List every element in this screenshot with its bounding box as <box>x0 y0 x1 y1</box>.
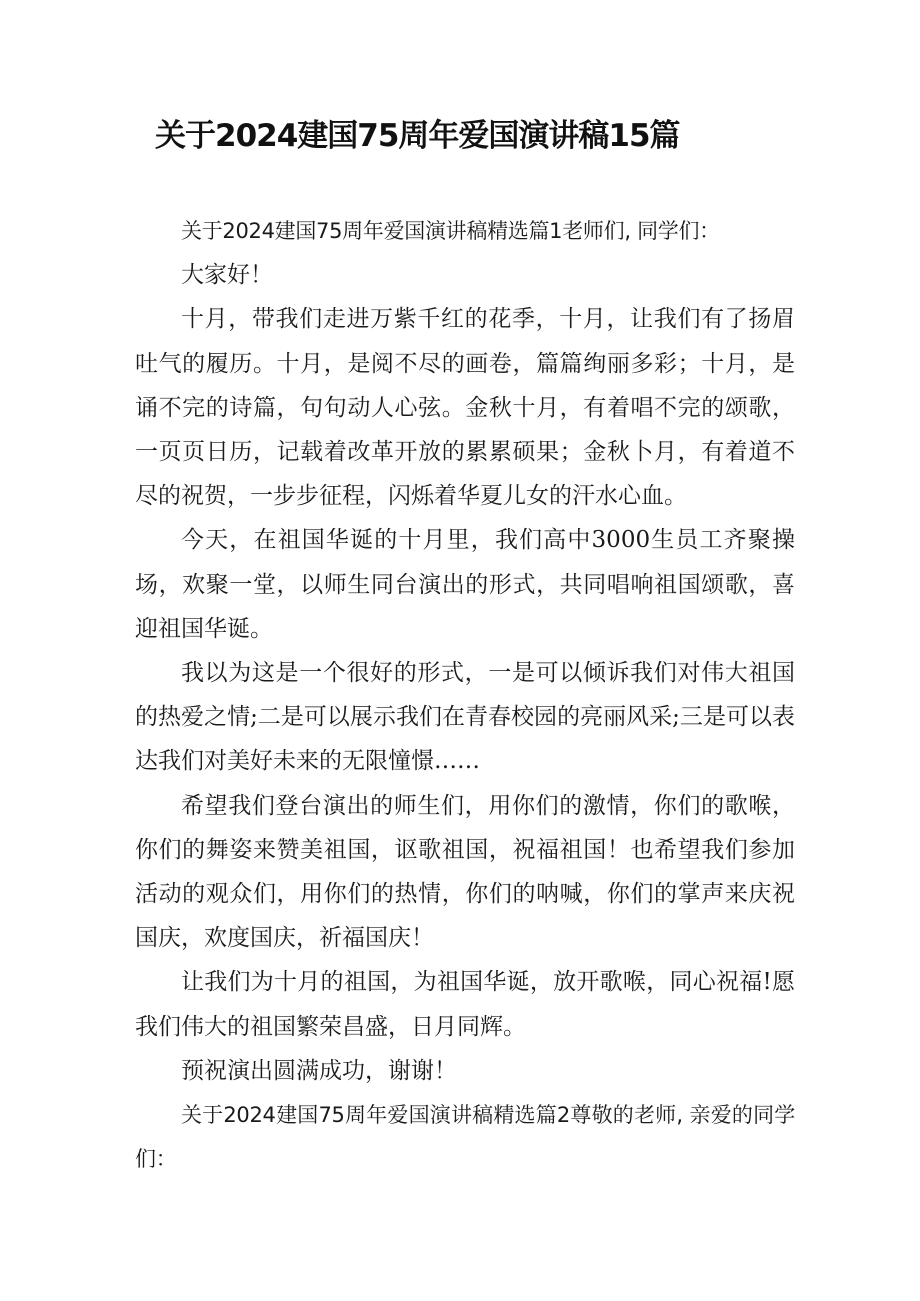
paragraph: 我以为这是一个很好的形式，一是可以倾诉我们对伟大祖国的热爱之情;二是可以展示我们在青春校园的亮丽风采;三是可以表达我们对美好未来的无限憧憬…… <box>135 660 795 775</box>
section-heading-1: 关于2024建国75周年爱国演讲稿精选篇1老师们, 同学们： <box>181 219 720 243</box>
paragraph: 让我们为十月的祖国，为祖国华诞，放开歌喉，同心祝福!愿我们伟大的祖国繁荣昌盛，日月同辉。 <box>135 969 795 1040</box>
paragraph: 今天，在祖国华诞的十月里，我们高中3000生员工齐聚操场，欢聚一堂，以师生同台演出的形式，共同唱响祖国颂歌，喜迎祖国华诞。 <box>135 527 795 642</box>
paragraph: 预祝演出圆满成功，谢谢！ <box>181 1057 457 1084</box>
paragraph: 大家好！ <box>181 262 273 289</box>
paragraph: 希望我们登台演出的师生们，用你们的激情，你们的歌喉，你们的舞姿来赞美祖国，讴歌祖国，祝福祖国！也希望我们参加活动的观众们，用你们的热情，你们的呐喊，你们的掌声来庆祝国庆，欢度国庆，祈福国庆！ <box>135 792 795 952</box>
document-title: 关于2024建国75周年爱国演讲稿15篇 <box>155 118 680 154</box>
section-heading-2: 关于2024建国75周年爱国演讲稿精选篇2尊敬的老师, 亲爱的同学们： <box>135 1103 795 1172</box>
document-body <box>135 209 795 1181</box>
paragraph: 十月，带我们走进万紫千红的花季，十月，让我们有了扬眉吐气的履历。十月，是阅不尽的画卷，篇篇绚丽多彩；十月，是诵不完的诗篇，句句动人心弦。金秋十月，有着唱不完的颂歌，一页页日历，记载着改革开放的累累硕果；金秋卜月，有着道不尽的祝贺，一步步征程，闪烁着华夏儿女的汗水心血。 <box>135 306 795 510</box>
